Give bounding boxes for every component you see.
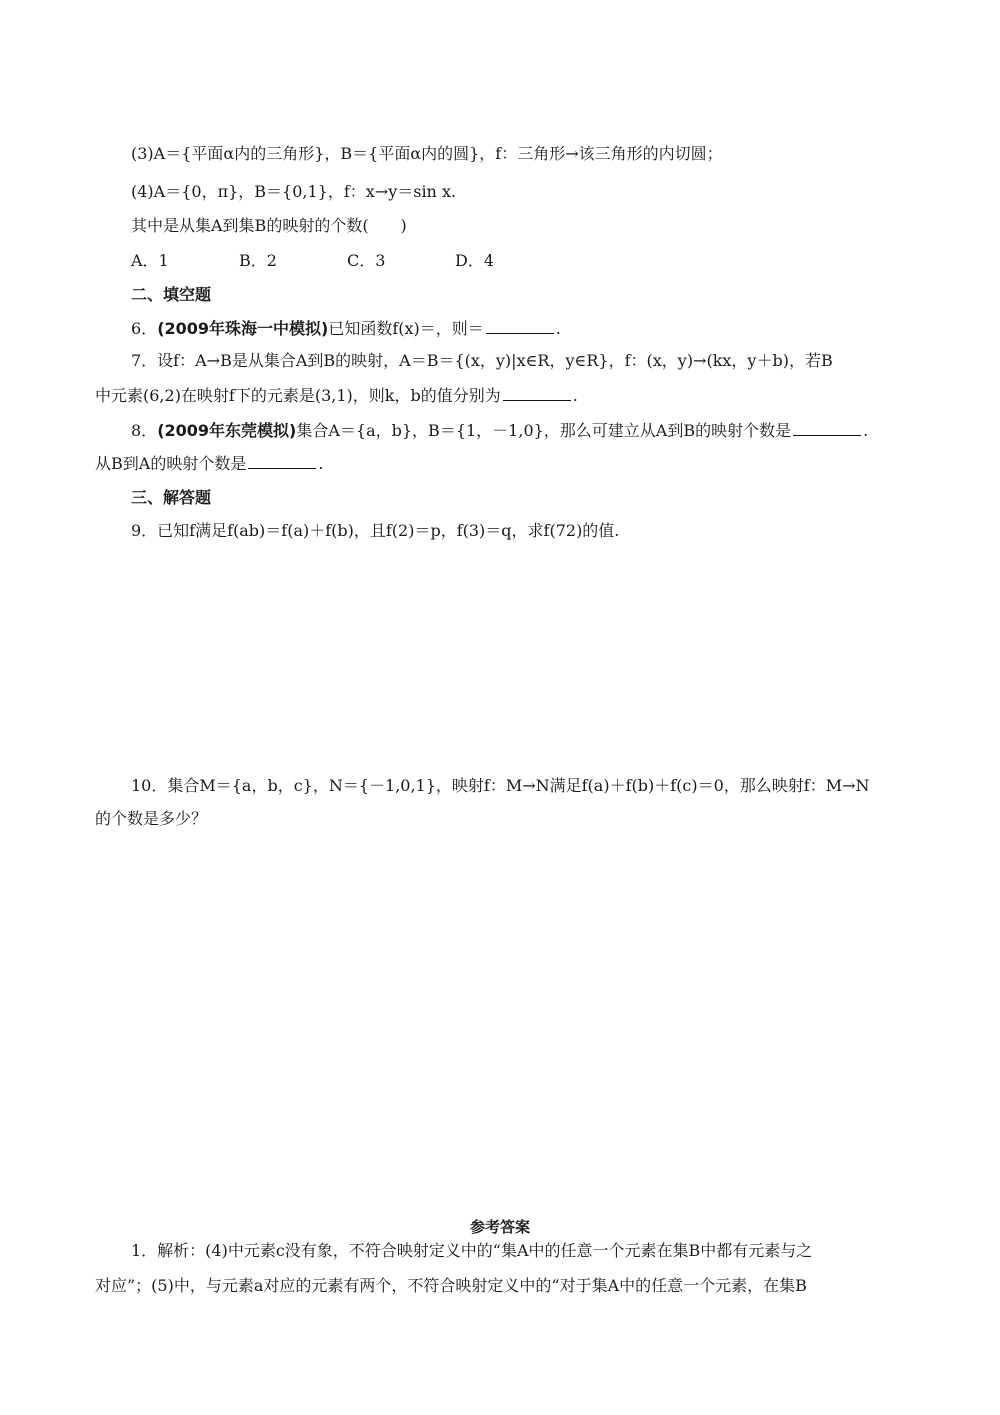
q6-number: 6． [131,319,158,338]
q7-answer-blank[interactable] [503,385,571,401]
question-8-line-2: 从B到A的映射个数是 . [95,454,324,473]
q8-number: 8． [131,421,158,440]
choice-c: C．3 [347,251,386,270]
q6-answer-blank[interactable] [486,318,554,334]
q10-line-2: 的个数是多少？ [95,809,208,828]
answers-line-2: 对应”；(5)中，与元素a对应的元素有两个，不符合映射定义中的“对于集A中的任意一个元素，在集B [95,1276,807,1295]
question-9: 9．已知f满足f(ab)＝f(a)＋f(b)，且f(2)＝p，f(3)＝q，求f(72)的值. [131,521,620,540]
q5-item-3: (3)A＝{平面α内的三角形}，B＝{平面α内的圆}，f：三角形→该三角形的内切圆； [131,144,723,163]
q8-answer-blank-1[interactable] [793,420,861,436]
question-7-line-2: 中元素(6,2)在映射f下的元素是(3,1)，则k，b的值分别为 . [95,386,578,405]
q6-source: (2009年珠海一中模拟) [157,319,329,338]
q7-line-1: 7．设f：A→B是从集合A到B的映射，A＝B＝{(x，y)|x∈R，y∈R}，f：(x，y)→(kx，y＋b)，若B [131,351,833,370]
choice-b: B．2 [239,251,277,270]
section-solve: 三、解答题 [131,488,212,507]
q10-line-1: 10．集合M＝{a，b，c}，N＝{－1,0,1}，映射f：M→N满足f(a)＋f(b)＋f(c)＝0，那么映射f：M→N [131,776,870,795]
q5-item-4: (4)A＝{0，π}，B＝{0,1}，f：x→y＝sin x. [131,182,457,201]
q5-question: 其中是从集A到集B的映射的个数( ) [131,216,407,235]
question-8: 8．(2009年东莞模拟)集合A＝{a，b}，B＝{1，－1,0}，那么可建立从A到B的映射个数是 . [131,421,869,440]
q7-line-2: 中元素(6,2)在映射f下的元素是(3,1)，则k，b的值分别为 [95,386,501,405]
choice-a: A．1 [131,251,169,270]
answers-line-1: 1．解析：(4)中元素c没有象，不符合映射定义中的“集A中的任意一个元素在集B中都有元素与之 [131,1241,813,1260]
choice-d: D．4 [455,251,495,270]
q8-line-2: 从B到A的映射个数是 [95,454,247,473]
question-6: 6．(2009年珠海一中模拟)已知函数f(x)＝，则＝ . [131,319,561,338]
q8-answer-blank-2[interactable] [248,453,316,469]
section-fill-in: 二、填空题 [131,285,212,304]
q8-source: (2009年东莞模拟) [157,421,297,440]
q5-choices [131,251,563,271]
answers-title: 参考答案 [469,1218,530,1236]
q8-line-1: 集合A＝{a，b}，B＝{1，－1,0}，那么可建立从A到B的映射个数是 [296,421,792,440]
q6-text: 已知函数f(x)＝，则＝ [328,319,484,338]
